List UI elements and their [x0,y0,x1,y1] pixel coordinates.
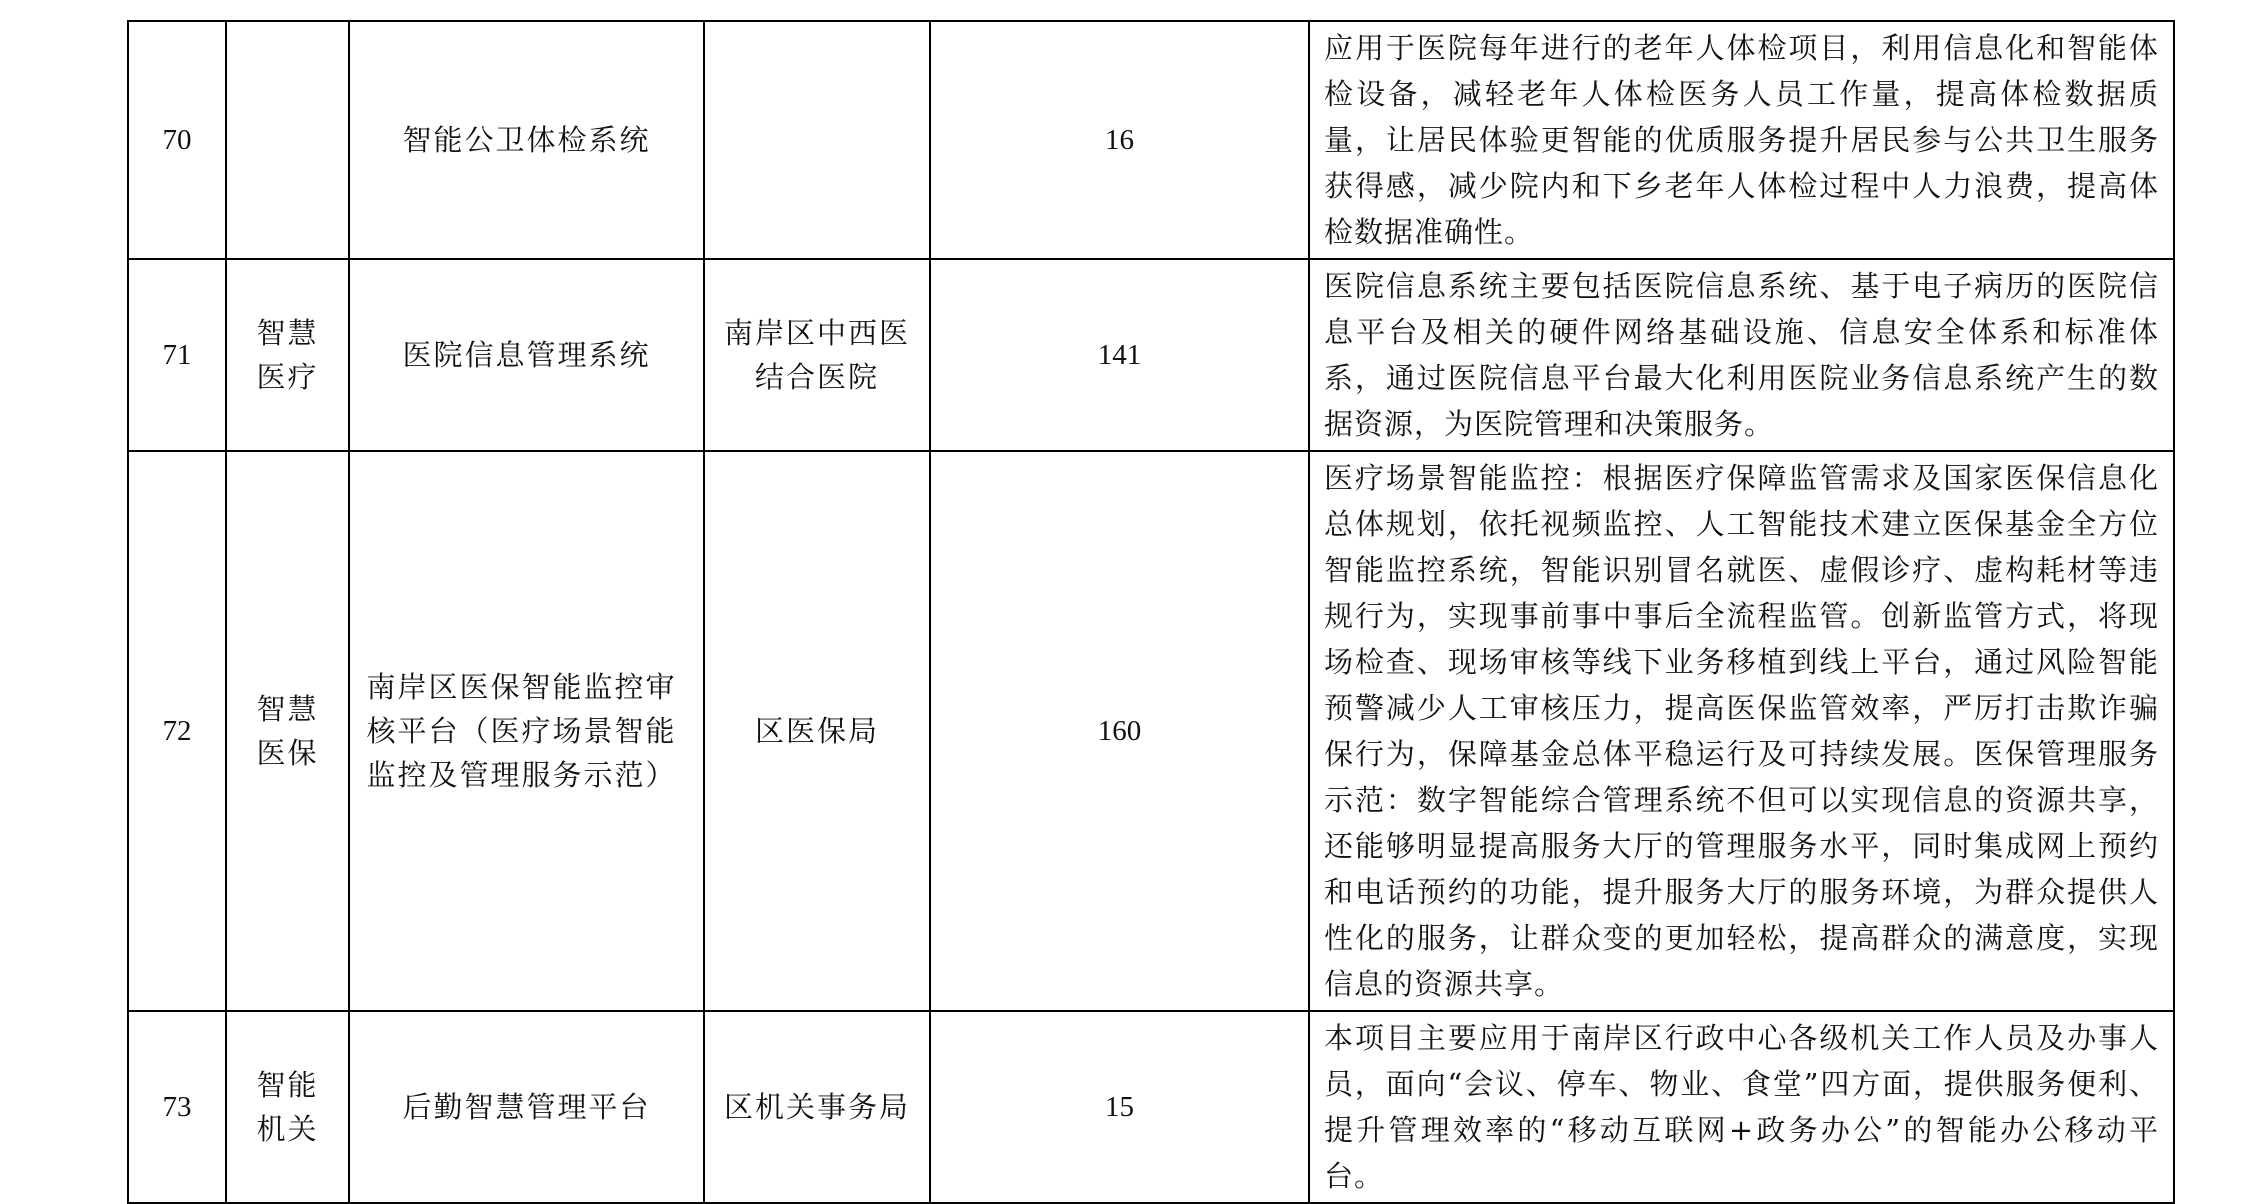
row-number: 71 [128,259,226,451]
table-row [128,1011,2174,1203]
table-row [128,259,2174,451]
row-number: 70 [128,21,226,259]
category-cell [226,259,349,451]
table-row [128,21,2174,259]
investment-amount: 16 [930,21,1309,259]
responsible-unit [704,21,930,259]
project-description: 本项目主要应用于南岸区行政中心各级机关工作人员及办事人员，面向“会议、停车、物业、食堂”四方面，提供服务便利、提升管理效率的“移动互联网+政务办公”的智能办公移动平台。 [1309,1011,2174,1203]
category-label: 智慧医保 [256,692,319,770]
row-number: 73 [128,1011,226,1203]
category-label: 智能机关 [256,1068,319,1146]
project-description: 医院信息系统主要包括医院信息系统、基于电子病历的医院信息平台及相关的硬件网络基础设施、信息安全体系和标准体系，通过医院信息平台最大化利用医院业务信息系统产生的数据资源，为医院管理和决策服务。 [1309,259,2174,451]
category-cell [226,451,349,1011]
project-name: 医院信息管理系统 [349,259,704,451]
row-number: 72 [128,451,226,1011]
table-row [128,451,2174,1011]
category-cell [226,1011,349,1203]
investment-amount: 15 [930,1011,1309,1203]
project-name [349,451,704,1011]
category-label: 智慧医疗 [256,316,319,394]
investment-amount: 141 [930,259,1309,451]
project-description: 医疗场景智能监控：根据医疗保障监管需求及国家医保信息化总体规划，依托视频监控、人工智能技术建立医保基金全方位智能监控系统，智能识别冒名就医、虚假诊疗、虚构耗材等违规行为，实现事前事中事后全流程监管。创新监管方式，将现场检查、现场审核等线下业务移植到线上平台，通过风险智能预警减少人工审核压力，提高医保监管效率，严厉打击欺诈骗保行为，保障基金总体平稳运行及可持续发展。医保管理服务示范：数字智能综合管理系统不但可以实现信息的资源共享，还能够明显提高服务大厅的管理服务水平，同时集成网上预约和电话预约的功能，提升服务大厅的服务环境，为群众提供人性化的服务，让群众变的更加轻松，提高群众的满意度，实现信息的资源共享。 [1309,451,2174,1011]
unit-label: 南岸区中西医结合医院 [723,316,910,394]
responsible-unit: 区机关事务局 [704,1011,930,1203]
responsible-unit: 区医保局 [704,451,930,1011]
project-name-label: 南岸区医保智能监控审核平台（医疗场景智能监控及管理服务示范） [366,670,677,792]
project-name: 智能公卫体检系统 [349,21,704,259]
project-table [127,20,2175,1204]
project-description: 应用于医院每年进行的老年人体检项目，利用信息化和智能体检设备，减轻老年人体检医务人员工作量，提高体检数据质量，让居民体验更智能的优质服务提升居民参与公共卫生服务获得感，减少院内和下乡老年人体检过程中人力浪费，提高体检数据准确性。 [1309,21,2174,259]
category-cell [226,21,349,259]
investment-amount: 160 [930,451,1309,1011]
project-name: 后勤智慧管理平台 [349,1011,704,1203]
responsible-unit [704,259,930,451]
